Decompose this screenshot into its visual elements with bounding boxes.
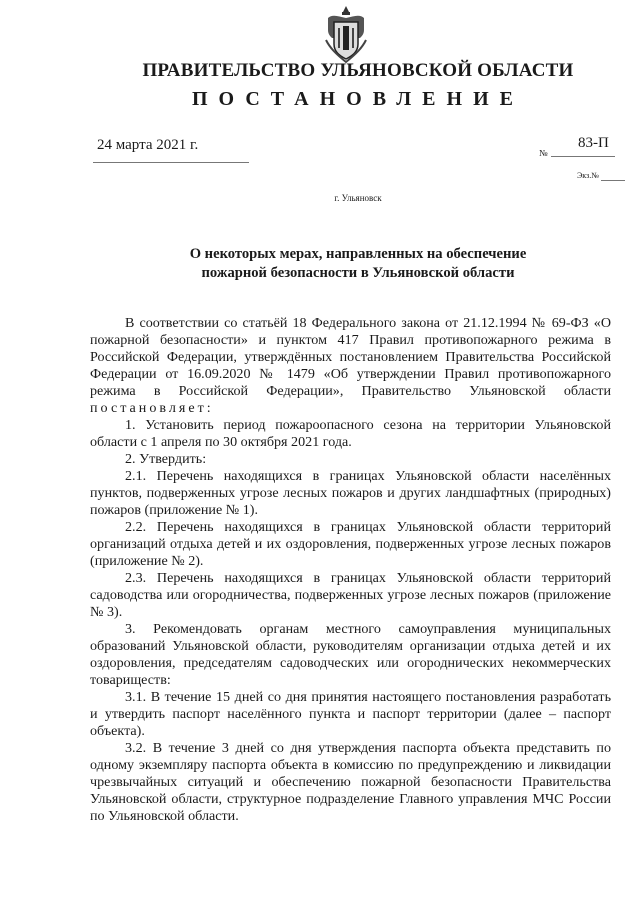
paragraph: 3.2. В течение 3 дней со дня утверждения паспорта объекта представить по одному экземпляру паспорта объекта в комиссию по предупреждению и ликвидации чрезвычайных ситуаций и обеспечению пожарной безопасности Правительства Ульяновской области, структурное подразделение Главного управления МЧС России по Ульяновской области. bbox=[90, 740, 611, 824]
paragraph: 1. Установить период пожароопасного сезона на территории Ульяновской области с 1 апреля по 30 октября 2021 года. bbox=[90, 417, 611, 450]
paragraph: 3.1. В течение 15 дней со дня принятия настоящего постановления разработать и утвердить паспорт населённого пункта и паспорт территории (далее – паспорт объекта). bbox=[90, 689, 611, 739]
number-underline bbox=[551, 156, 615, 157]
document-number: 83-П bbox=[578, 135, 609, 151]
paragraph: 2.1. Перечень находящихся в границах Ульяновской области населённых пунктов, подверженных угрозе лесных пожаров и других ландшафтных (природных) пожаров (приложение № 1). bbox=[90, 468, 611, 518]
title-line-1: О некоторых мерах, направленных на обеспечение bbox=[189, 246, 527, 262]
paragraph: 2.2. Перечень находящихся в границах Ульяновской области территорий организаций отдыха детей и их оздоровления, подверженных угрозе лесных пожаров (приложение № 2). bbox=[90, 519, 611, 569]
date-underline bbox=[93, 162, 249, 163]
paragraph: 2.3. Перечень находящихся в границах Ульяновской области территорий садоводства или огородничества, подверженных угрозе лесных пожаров (приложение № 3). bbox=[90, 570, 611, 620]
preamble-text: В соответствии со статьёй 18 Федерального закона от 21.12.1994 № 69-ФЗ «О пожарной безопасности» и пунктом 417 Правил противопожарного режима в Российской Федерации, утверждённых постановлением Правительства Российской Федерации от 16.09.2020 № 1479 «Об утверждении Правил противопожарного режима в Российской Федерации», Правительство Ульяновской области bbox=[90, 315, 611, 399]
coat-of-arms-icon bbox=[322, 4, 370, 64]
copy-number-underline bbox=[601, 180, 625, 181]
document-date: 24 марта 2021 г. bbox=[97, 137, 199, 153]
copy-number-label: Экз.№ bbox=[577, 171, 599, 180]
city: г. Ульяновск bbox=[334, 193, 382, 203]
paragraph: 2. Утвердить: bbox=[125, 451, 207, 467]
decree-word: постановляет: bbox=[90, 400, 214, 416]
preamble-paragraph bbox=[90, 315, 611, 417]
document-type: ПОСТАНОВЛЕНИЕ bbox=[192, 88, 524, 110]
title-line-2: пожарной безопасности в Ульяновской области bbox=[201, 265, 515, 281]
government-name: ПРАВИТЕЛЬСТВО УЛЬЯНОВСКОЙ ОБЛАСТИ bbox=[142, 60, 574, 81]
document-title bbox=[0, 245, 640, 283]
document-body bbox=[90, 315, 611, 825]
number-label: № bbox=[539, 148, 548, 158]
paragraph: 3. Рекомендовать органам местного самоуправления муниципальных образований Ульяновской области, руководителям организации отдыха детей и их оздоровления, председателям садоводческих или огороднических некоммерческих товариществ: bbox=[90, 621, 611, 688]
